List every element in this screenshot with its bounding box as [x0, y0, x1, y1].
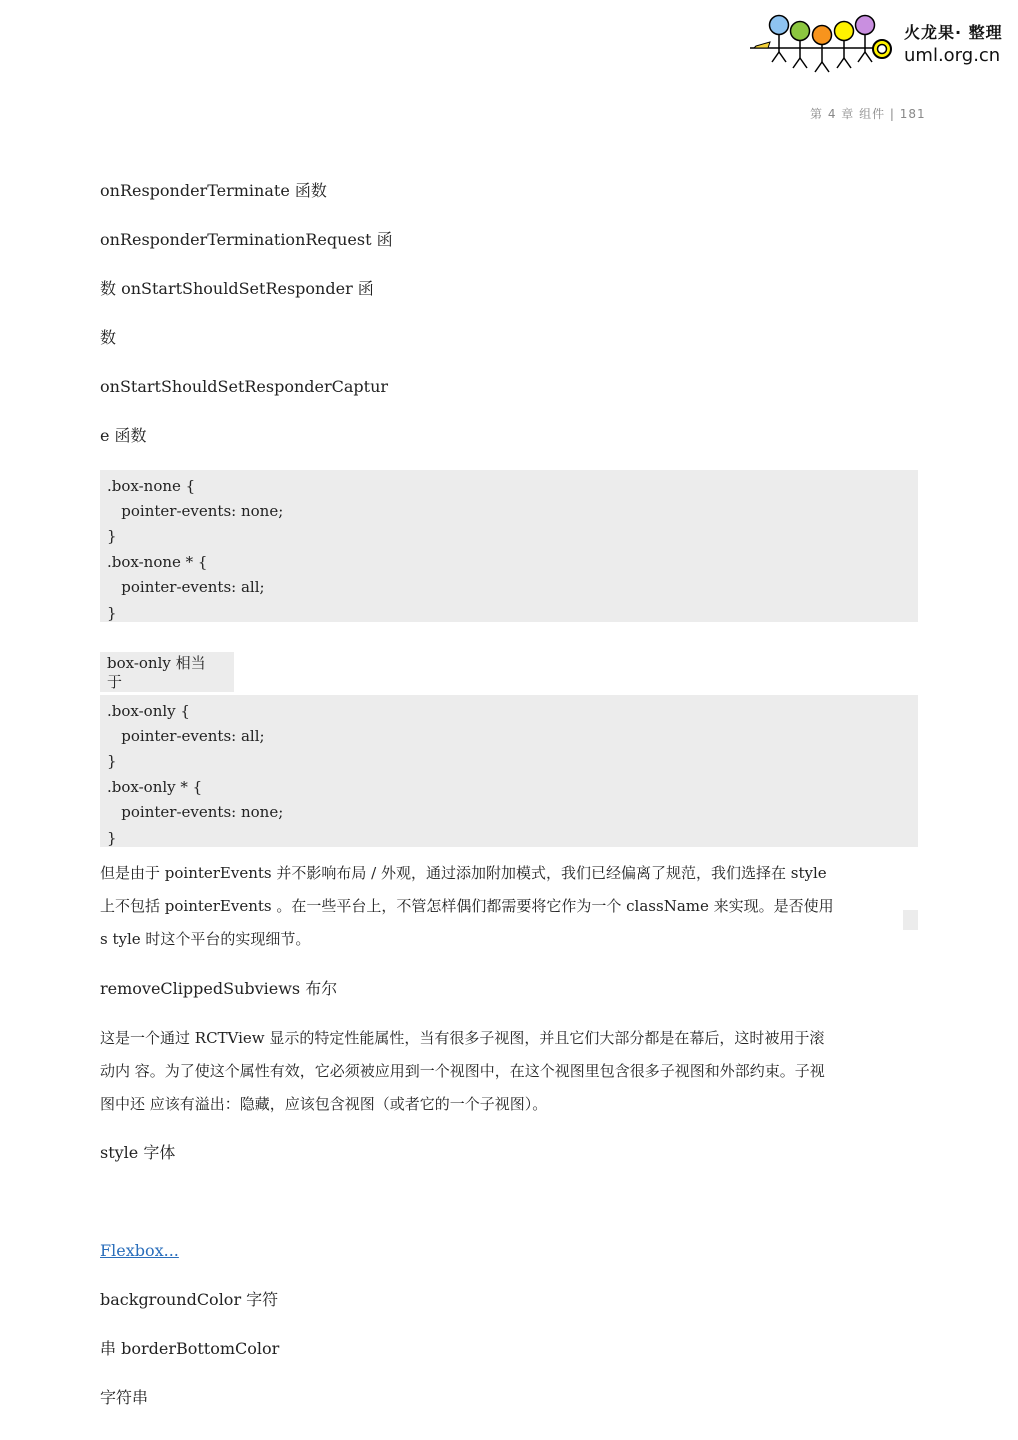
code-line: pointer-events: all;	[107, 578, 265, 596]
logo-url: uml.org.cn	[904, 45, 1001, 66]
text-line: onResponderTerminationRequest 函	[100, 230, 393, 249]
code-line: }	[107, 604, 117, 622]
text-line: backgroundColor 字符	[100, 1290, 279, 1309]
text-line: style 字体	[100, 1143, 176, 1162]
text-line: onResponderTerminate 函数	[100, 181, 327, 200]
paragraph-line: 上不包括 pointerEvents 。在一些平台上，不管怎样偶们都需要将它作为一个 className 来实现。是否使用	[100, 897, 834, 915]
label-line: 于	[107, 673, 123, 691]
label-line: box-only 相当	[107, 654, 206, 672]
flexbox-link[interactable]: Flexbox...	[100, 1241, 179, 1260]
paragraph-line: s tyle 时这个平台的实现细节。	[100, 930, 311, 948]
code-line: pointer-events: none;	[107, 803, 284, 821]
box-only-label	[100, 652, 234, 692]
code-line: }	[107, 829, 117, 847]
text-line: 字符串	[100, 1388, 149, 1407]
code-line: .box-none {	[107, 477, 196, 495]
code-line: .box-only * {	[107, 778, 203, 796]
code-line: }	[107, 752, 117, 770]
paragraph-line: 图中还 应该有溢出：隐藏，应该包含视图（或者它的一个子视图）。	[100, 1095, 548, 1113]
grey-marker	[903, 910, 918, 930]
page-number: 第 4 章 组件 | 181	[810, 107, 926, 121]
logo-title: 火龙果· 整理	[904, 23, 1003, 42]
code-line: }	[107, 527, 117, 545]
code-block-box-only	[100, 695, 918, 847]
code-block-box-none	[100, 470, 918, 622]
text-line: 串 borderBottomColor	[100, 1339, 280, 1358]
code-line: pointer-events: all;	[107, 727, 265, 745]
code-line: .box-only {	[107, 702, 190, 720]
code-line: .box-none * {	[107, 553, 208, 571]
text-line: 数 onStartShouldSetResponder 函	[100, 279, 374, 298]
text-line: e 函数	[100, 426, 147, 445]
paragraph-line: 但是由于 pointerEvents 并不影响布局 / 外观，通过添加附加模式，我们已经偏离了规范，我们选择在 style	[100, 864, 827, 882]
text-line: 数	[100, 328, 117, 347]
text-line: onStartShouldSetResponderCaptur	[100, 377, 389, 396]
paragraph-line: 动内 容。为了使这个属性有效，它必须被应用到一个视图中，在这个视图里包含很多子视图和外部约束。子视	[100, 1062, 825, 1080]
paragraph-line: 这是一个通过 RCTView 显示的特定性能属性，当有很多子视图，并且它们大部分都是在幕后，这时被用于滚	[100, 1029, 825, 1047]
text-line: removeClippedSubviews 布尔	[100, 979, 338, 998]
code-line: pointer-events: none;	[107, 502, 284, 520]
logo-text	[904, 20, 1003, 66]
